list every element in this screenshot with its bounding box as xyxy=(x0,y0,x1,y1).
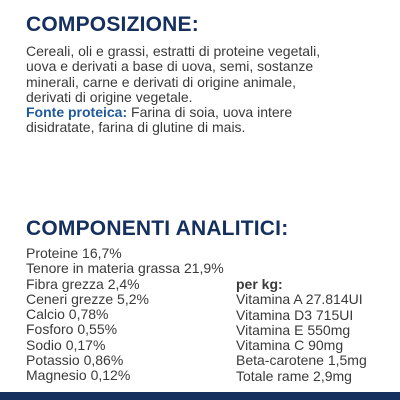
composition-line: derivati di origine vegetale. xyxy=(26,88,193,105)
per-kg-item: Vitamina E 550mg xyxy=(236,321,351,338)
analytic-item: Fosforo 0,55% xyxy=(26,321,118,338)
analytic-item: Magnesio 0,12% xyxy=(26,367,131,384)
composition-line: Cereali, oli e grassi, estratti di proteine vegetali, xyxy=(26,43,321,59)
analytic-item: Sodio 0,17% xyxy=(26,336,106,353)
per-kg-list xyxy=(236,292,367,384)
composition-text xyxy=(26,44,386,136)
per-kg-item: Vitamina A 27.814UI xyxy=(236,291,363,308)
analytic-item: Ceneri grezze 5,2% xyxy=(26,290,149,307)
analytic-item: Calcio 0,78% xyxy=(26,306,109,323)
composition-line: uova e derivati a base di uova, semi, sostanze xyxy=(26,58,314,75)
analytic-item: Tenore in materia grassa 21,9% xyxy=(26,260,224,277)
bottom-accent-bar xyxy=(0,392,400,400)
per-kg-label: per kg: xyxy=(236,276,283,292)
analytic-item: Potassio 0,86% xyxy=(26,352,124,369)
per-kg-item: Vitamina D3 715UI xyxy=(236,306,354,323)
per-kg-item: Beta-carotene 1,5mg xyxy=(236,352,367,369)
composition-line: minerali, carne e derivati di origine animale, xyxy=(26,73,297,90)
protein-source-text: Farina di soia, uova intere xyxy=(127,104,293,121)
composition-heading: COMPOSIZIONE: xyxy=(26,13,199,36)
protein-source-label: Fonte proteica: xyxy=(26,104,128,121)
analytics-heading: COMPONENTI ANALITICI: xyxy=(26,217,289,240)
per-kg-item: Vitamina C 90mg xyxy=(236,337,344,354)
per-kg-item: Totale rame 2,9mg xyxy=(236,367,352,384)
per-kg-section xyxy=(236,277,367,384)
analytic-item: Proteine 16,7% xyxy=(26,245,122,261)
protein-source-line-2: disidratate, farina di glutine di mais. xyxy=(26,119,246,136)
analytic-item: Fibra grezza 2,4% xyxy=(26,275,140,292)
protein-source-line xyxy=(26,105,386,120)
analytics-list xyxy=(26,246,224,384)
